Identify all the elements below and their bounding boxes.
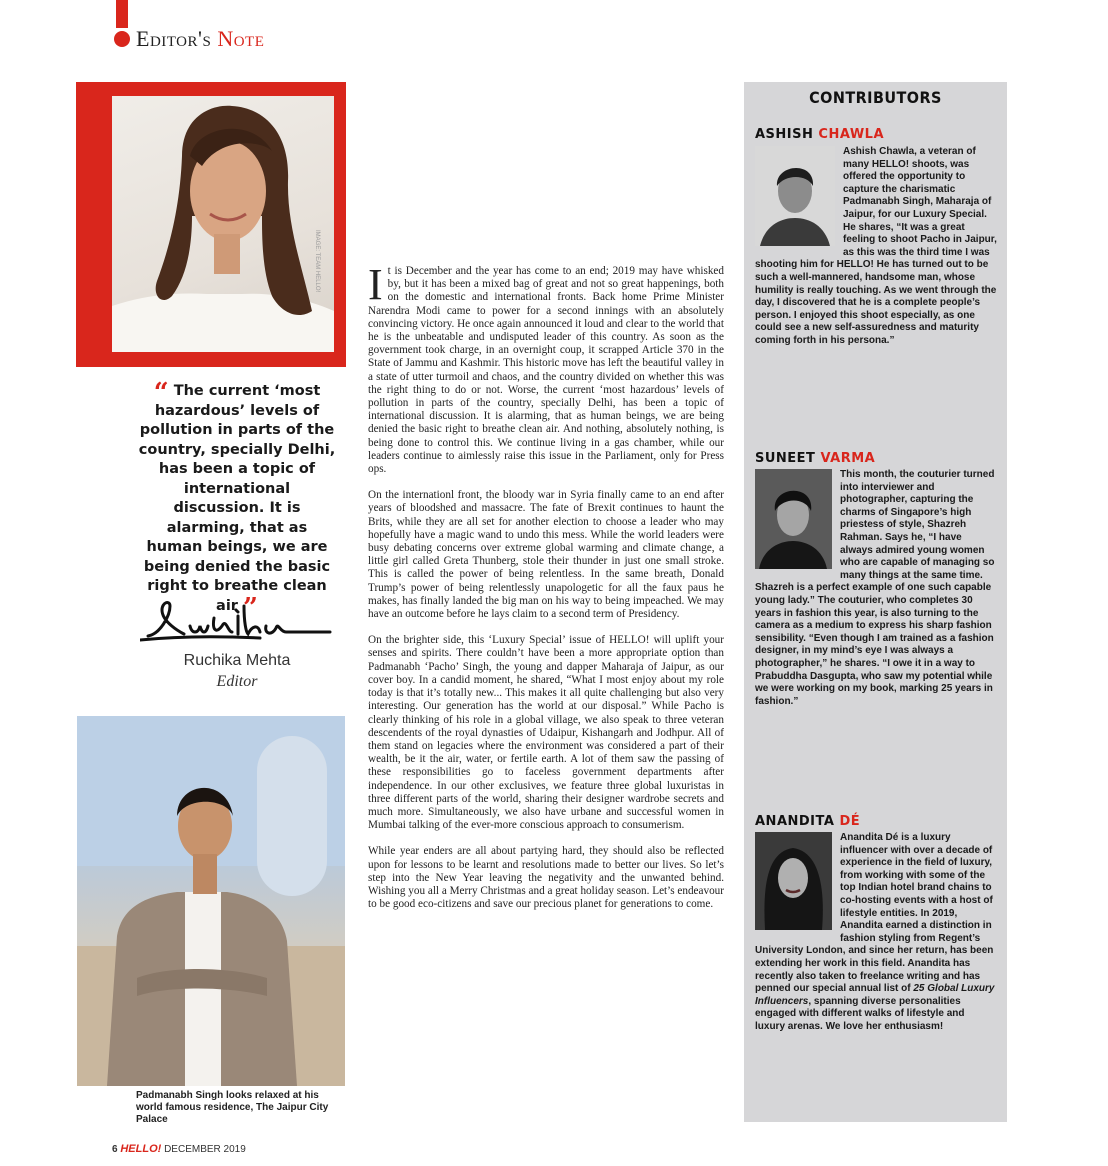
- drop-cap: I: [368, 260, 383, 309]
- body-paragraph-2: On the internationl front, the bloody war in Syria finally came to an end after years of bloodshed and massacre. The fate of Brexit continues to haunt the Brits, while they are all set for another election to choose a leader who may hopefully have a magic wand to undo this mess. While the world leaders were busy debating concerns over extreme global warming and climate change, a little girl called Greta Thunberg, stole their thunder in just one small stroke. This is called the power of being relentless. In the same breath, Donald Trump’s power of being relentlessly unapologetic for all the faux paus he makes, has finally landed the big man on his way to being impeached. We may have an outcome before he lays claim to a second term of Presidency.: [368, 489, 724, 621]
- contributor-name-1: ASHISH CHAWLA: [755, 127, 885, 142]
- magazine-brand: HELLO!: [120, 1143, 162, 1155]
- editor-signature: [140, 596, 336, 648]
- issue-date: DECEMBER 2019: [164, 1144, 246, 1155]
- open-quote-mark: “: [153, 378, 169, 408]
- contributor-name-3: ANANDITA DÉ: [755, 814, 861, 829]
- page-number: 6: [112, 1144, 118, 1155]
- cover-photo-caption: Padmanabh Singh looks relaxed at his world famous residence, The Jaipur City Palace: [136, 1090, 329, 1125]
- contributors-title: CONTRIBUTORS: [809, 88, 942, 107]
- editor-role: Editor: [216, 673, 258, 690]
- pull-quote-text: The current ‘most hazardous’ levels of pollution in parts of the country, specially Delhi, has been a topic of international discussion. It is alarming, that as human beings, we are being denied the basic right to breathe clean air: [138, 383, 336, 614]
- contributor-bio-1: Ashish Chawla, a veteran of many HELLO! shoots, was offered the opportunity to capture the charismatic Padmanabh Singh, Maharaja of Jaipur, for our Luxury Special. He shares, “It was a great feeling to shoot Pacho in Jaipur, as this was the third time I was shooting him for HELLO! He has turned out to be such a well-mannered, handsome man, whose humility is really touching. As we went through the day, I discovered that he is a complete people’s person. I enjoyed this shoot especially, as one could see a new self-assuredness and maturity coming forth in his persona.”: [755, 146, 997, 346]
- editorial-body: [368, 260, 724, 924]
- body-paragraph-4: While year enders are all about partying hard, they should also be reflected upon for lessons to be learnt and resolutions made to better our lives. So let’s step into the New Year leaving the negativity and the unwanted behind. Wishing you all a Merry Christmas and a great holiday season. Let’s endeavour to be good eco-citizens and save our precious planet for generations to come.: [368, 845, 724, 911]
- close-quote-mark: ”: [243, 592, 258, 623]
- section-title-word1: Editor's: [136, 26, 212, 51]
- body-paragraph-3: On the brighter side, this ‘Luxury Special’ issue of HELLO! will uplift your senses and spirits. There couldn’t have been a more appropriate option than Padmanabh ‘Pacho’ Singh, the young and dapper Maharaja of Jaipur, as our cover boy. In a candid moment, he shared, “What I most enjoy about my role today is that it’s totally new... This makes it all quite challenging but also very interesting. Our generation has the world at our disposal.” While Pacho is clearly thinking of his role in a global village, we also speak to three veteran descendents of the royal dynasties of Udaipur, Kishangarh and Jodhpur. All of them stand on legacies where the environment was considered a part of their wealth, be it the air, water, or fertile earth. A lot of them saw the passing of these responsibilities go to faceless government departments after independence. In our other exclusives, we feature three global luxuristas in three different parts of the world, sharing their designer wardrobe secrets and much more. Simultaneously, we also have urbane and successful women in Mumbai talking of the ever-more conscious approach to consumerism.: [368, 634, 724, 832]
- cover-photo: [77, 716, 345, 1086]
- editor-portrait: [112, 96, 334, 352]
- contributor-bio-2: This month, the couturier turned into interviewer and photographer, capturing the charms of Singapore’s high priestess of style, Shazreh Rahman. Says he, “I have always admired young women who are capable of managing so many things at the same time. Shazreh is a perfect example of one such capable young lady.” The couturier, who completes 30 years in fashion this year, is also turning to the camera as a medium to express his sharp fashion sensibility. “Even though I am trained as a fashion designer, in my mind’s eye I was always a photographer,” he shares. “I owe it in a way to Prabuddha Dasgupta, who saw my potential while we were working on my book, marking 25 years in fashion.”: [755, 469, 995, 707]
- cover-photo-illustration: [77, 716, 345, 1086]
- body-paragraph-1: It is December and the year has come to an end; 2019 may have whisked by, but it has been a mixed bag of great and not so great happenings, both on the domestic and international fronts. Back home Prime Minister Narendra Modi came to power for a second innings with an absolutely convincing victory. He once again announced it loud and clear to the world that he is the unbeatable and undisputed leader of this country. As soon as the government took charge, in an overnight coup, it scrapped Article 370 in the State of Jammu and Kashmir. This historic move has left the beautiful valley in a state of utter turmoil and chaos, and the country divided on whether this was the right thing to do or not. Worse, the current ‘most hazardous’ levels of pollution in parts of the country, specially Delhi, has been a topic of international discussion. It is alarming, that as human beings, we are being denied the basic right to breathe clean air. And nothing, absolutely nothing, is being done to control this. We continue living in a gas chamber, while our leaders continue to aimlessly raise this issue in the Parliament, only for Press ops.: [368, 260, 724, 476]
- photo-credit: IMAGE: TEAM HELLO!: [314, 230, 320, 293]
- pull-quote: [137, 378, 337, 623]
- section-title-word2: Note: [217, 26, 265, 51]
- contributor-bio-3: Anandita Dé is a luxury influencer with over a decade of experience in the field of luxury, from working with some of the top Indian hotel brand chains to co-hosting events with a host of lifestyle entities. In 2019, Anandita earned a distinction in fashion styling from Regent’s University London, and since her return, has been extending her work in this field. Anandita has recently also taken to freelance writing and has penned our special annual list of 25 Global Luxury Influencers, spanning diverse personalities engaged with different walks of lifestyle and luxury arenas. We love her enthusiasm!: [755, 832, 995, 1032]
- editor-name: Ruchika Mehta: [183, 652, 291, 669]
- header-exclamation-icon: [112, 0, 132, 48]
- section-title: [136, 26, 264, 52]
- page-footer: [112, 1143, 246, 1155]
- editor-portrait-illustration: [112, 96, 334, 352]
- contributor-name-2: SUNEET VARMA: [755, 451, 876, 466]
